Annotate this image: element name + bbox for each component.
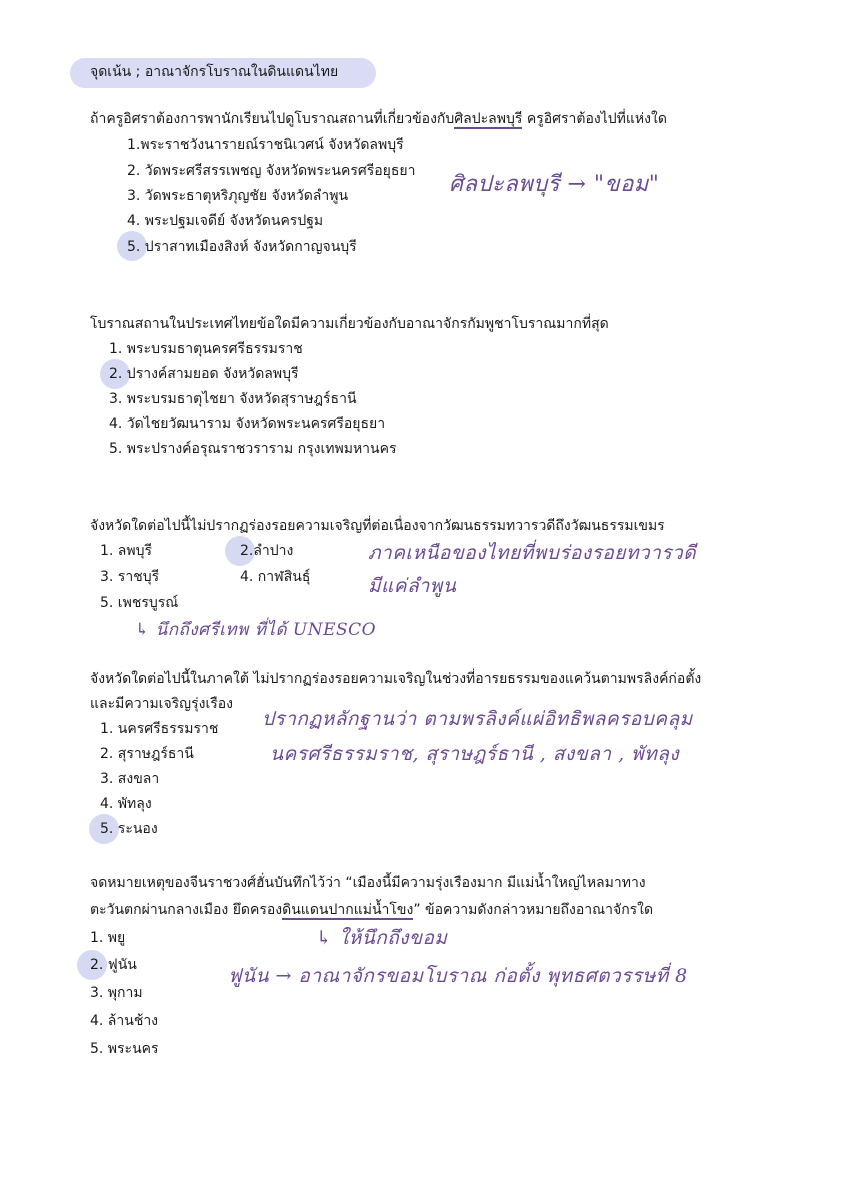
q1-option-1: 1.พระราชวังนารายณ์ราชนิเวศน์ จังหวัดลพบุรี [127,137,404,153]
q1-option-2: 2. วัดพระศรีสรรเพชญ จังหวัดพระนครศรีอยุธยา [127,163,416,179]
q3-option-2: 2.ลำปาง [240,543,294,559]
q3-handwritten-note-line2: มีแค่ลำพูน [368,575,457,597]
q4-option-3: 3. สงขลา [100,771,160,787]
q4-handwritten-note-line2: นครศรีธรรมราช, สุราษฎร์ธานี , สงขลา , พัทลุง [270,743,680,765]
q5-option-5: 5. พระนคร [90,1041,159,1057]
q2-option-2: 2. ปรางค์สามยอด จังหวัดลพบุรี [109,366,299,382]
q5-handwritten-note-line1: ↳ ให้นึกถึงขอม [316,927,448,949]
question-5-text-post: ” ข้อความดังกล่าวหมายถึงอาณาจักรใด [413,902,654,918]
question-5-text-pre: ตะวันตกผ่านกลางเมือง ยึดครอง [90,902,283,918]
question-3: จังหวัดใดต่อไปนี้ไม่ปรากฏร่องรอยความเจริญที่ต่อเนื่องจากวัฒนธรรมทวารวดีถึงวัฒนธรรมเขมร [90,518,665,534]
q3-option-5: 5. เพชรบูรณ์ [100,595,179,611]
question-5-line2 [90,900,653,920]
q2-option-4: 4. วัดไชยวัฒนาราม จังหวัดพระนครศรีอยุธยา [109,416,386,432]
question-4-line1: จังหวัดใดต่อไปนี้ในภาคใต้ ไม่ปรากฏร่องรอยความเจริญในช่วงที่อารยธรรมของแคว้นตามพรลิงค์ก่อตั้ง [90,671,702,687]
question-1-text-post: ครูอิศราต้องไปที่แห่งใด [522,111,667,127]
q3-handwritten-note-line1: ภาคเหนือของไทยที่พบร่องรอยทวารวดี [368,542,697,564]
q5-handwritten-note-line2: ฟูนัน → อาณาจักรขอมโบราณ ก่อตั้ง พุทธศตวรรษที่ 8 [228,965,688,987]
question-1-text-pre: ถ้าครูอิศราต้องการพานักเรียนไปดูโบราณสถานที่เกี่ยวข้องกับ [90,111,455,127]
question-2: โบราณสถานในประเทศไทยข้อใดมีความเกี่ยวข้องกับอาณาจักรกัมพูชาโบราณมากที่สุด [90,316,609,332]
q5-option-2: 2. ฟูนัน [90,957,137,973]
q5-option-4: 4. ล้านช้าง [90,1013,159,1029]
q1-handwritten-note: ศิลปะลพบุรี → "ขอม" [449,172,660,197]
q4-option-1: 1. นครศรีธรรมราช [100,721,219,737]
q2-option-5: 5. พระปรางค์อรุณราชวราราม กรุงเทพมหานคร [109,441,397,457]
question-5-line1: จดหมายเหตุของจีนราชวงศ์ฮั่นบันทึกไว้ว่า “เมืองนี้มีความรุ่งเรืองมาก มีแม่น้ำใหญ่ไหลมาทาง [90,875,646,891]
q4-option-4: 4. พัทลุง [100,796,152,812]
question-4-line2: และมีความเจริญรุ่งเรือง [90,696,234,712]
page-title: จุดเน้น ; อาณาจักรโบราณในดินแดนไทย [90,64,339,80]
question-5-underlined-term: ดินแดนปากแม่น้ำโขง [282,902,414,918]
q3-option-4: 4. กาฬสินธุ์ [240,569,311,585]
question-1-underlined-term: ศิลปะลพบุรี [454,111,523,127]
q4-option-5: 5. ระนอง [100,821,158,837]
question-1 [90,109,667,129]
q4-option-2: 2. สุราษฎร์ธานี [100,746,194,762]
q3-handwritten-note-line3: ↳ นึกถึงศรีเทพ ที่ได้ UNESCO [135,620,377,640]
q1-option-4: 4. พระปฐมเจดีย์ จังหวัดนครปฐม [127,213,324,229]
q3-option-3: 3. ราชบุรี [100,569,160,585]
q1-option-5: 5. ปราสาทเมืองสิงห์ จังหวัดกาญจนบุรี [127,239,357,255]
q5-option-3: 3. พุกาม [90,985,143,1001]
q3-option-1: 1. ลพบุรี [100,543,153,559]
q2-option-3: 3. พระบรมธาตุไชยา จังหวัดสุราษฎร์ธานี [109,391,357,407]
q2-option-1: 1. พระบรมธาตุนครศรีธรรมราช [109,341,303,357]
q5-option-1: 1. พยู [90,930,126,946]
q1-option-3: 3. วัดพระธาตุหริภุญชัย จังหวัดลำพูน [127,188,349,204]
q4-handwritten-note-line1: ปรากฏหลักฐานว่า ตามพรลิงค์แผ่อิทธิพลครอบคลุม [262,708,693,730]
